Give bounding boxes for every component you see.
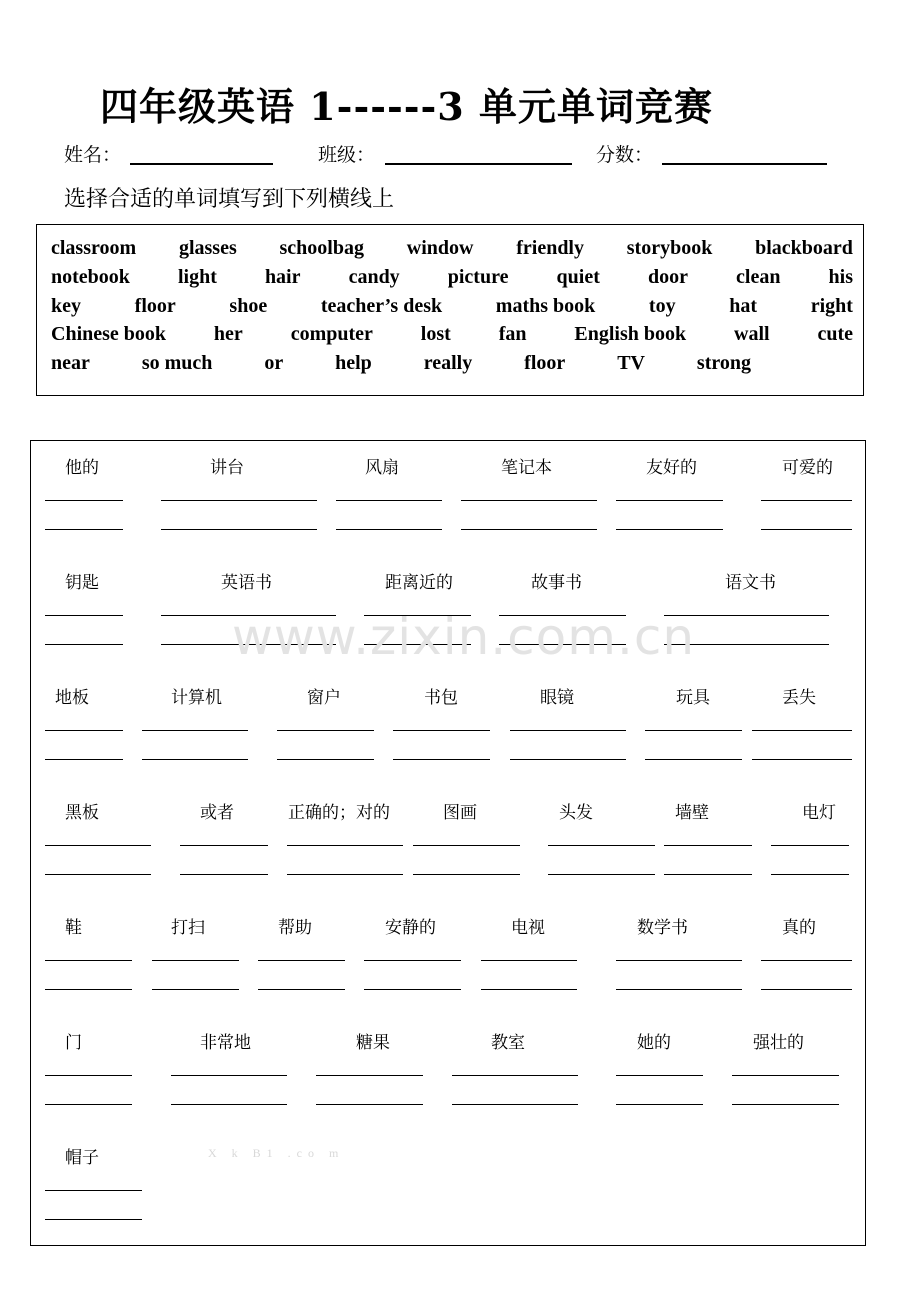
answer-blank-2[interactable]: [45, 1219, 142, 1220]
answer-blank-1[interactable]: [316, 1075, 423, 1076]
answer-blank-1[interactable]: [45, 615, 123, 616]
word-bank-word: teacher’s desk: [320, 295, 443, 317]
word-bank-word: near: [51, 352, 90, 374]
word-bank-word: shoe: [229, 295, 268, 317]
answer-blank-1[interactable]: [664, 845, 752, 846]
answer-blank-1[interactable]: [171, 1075, 287, 1076]
word-bank-word: picture: [447, 266, 509, 288]
exercise-prompt: 钥匙: [65, 573, 99, 593]
answer-blank-1[interactable]: [152, 960, 239, 961]
answer-blank-2[interactable]: [277, 759, 374, 760]
answer-blank-2[interactable]: [510, 759, 626, 760]
answer-blank-1[interactable]: [452, 1075, 578, 1076]
watermark-small: X k B1 .co m: [208, 1146, 345, 1160]
answer-blank-2[interactable]: [45, 529, 123, 530]
word-bank-word: really: [423, 352, 473, 374]
word-bank-word: storybook: [626, 237, 713, 259]
word-bank-word: notebook: [51, 266, 130, 288]
answer-blank-2[interactable]: [316, 1104, 423, 1105]
word-bank-word: light: [177, 266, 217, 288]
answer-blank-2[interactable]: [152, 989, 239, 990]
exercise-prompt: 墙壁: [675, 803, 709, 823]
answer-blank-2[interactable]: [752, 759, 852, 760]
word-bank-word: fan: [498, 323, 527, 345]
exercise-prompt: 讲台: [210, 458, 244, 478]
word-bank-word: blackboard: [755, 237, 853, 259]
word-bank-row: [51, 236, 853, 260]
word-bank-word: quiet: [556, 266, 600, 288]
answer-blank-1[interactable]: [616, 1075, 703, 1076]
exercise-prompt: 糖果: [356, 1033, 390, 1053]
answer-blank-1[interactable]: [752, 730, 852, 731]
answer-blank-2[interactable]: [616, 1104, 703, 1105]
answer-blank-2[interactable]: [761, 989, 852, 990]
word-bank-word: toy: [648, 295, 676, 317]
answer-blank-2[interactable]: [287, 874, 403, 875]
exercise-prompt: 玩具: [676, 688, 710, 708]
word-bank-word: right: [810, 295, 853, 317]
answer-blank-1[interactable]: [45, 845, 151, 846]
answer-blank-1[interactable]: [761, 960, 852, 961]
exercise-prompt: 可爱的: [782, 458, 833, 478]
exercise-prompt: 风扇: [365, 458, 399, 478]
answer-blank-2[interactable]: [645, 759, 742, 760]
exercise-prompt: 正确的；对的: [288, 803, 390, 823]
answer-blank-2[interactable]: [180, 874, 268, 875]
answer-blank-2[interactable]: [761, 529, 852, 530]
exercise-prompt: 鞋: [65, 918, 82, 938]
word-bank-word: her: [213, 323, 243, 345]
answer-blank-1[interactable]: [287, 845, 403, 846]
answer-blank-1[interactable]: [258, 960, 345, 961]
word-bank-row: [51, 322, 853, 346]
answer-blank-2[interactable]: [45, 1104, 132, 1105]
name-blank[interactable]: [130, 163, 273, 165]
exercise-prompt: 头发: [559, 803, 593, 823]
exercise-prompt: 她的: [637, 1033, 671, 1053]
word-bank-word: lost: [420, 323, 451, 345]
exercise-prompt: 强壮的: [753, 1033, 804, 1053]
exercise-prompt: 图画: [443, 803, 477, 823]
answer-blank-1[interactable]: [364, 960, 461, 961]
answer-blank-1[interactable]: [45, 960, 132, 961]
watermark: www.zixin.com.cn: [232, 608, 696, 666]
exercise-prompt: 帽子: [65, 1148, 99, 1168]
word-bank-word: floor: [524, 352, 566, 374]
word-bank-word: friendly: [516, 237, 584, 259]
word-bank-word: TV: [617, 352, 645, 374]
exercise-prompt: 距离近的: [385, 573, 453, 593]
answer-blank-1[interactable]: [481, 960, 577, 961]
exercise-prompt: 或者: [200, 803, 234, 823]
word-bank-word: maths book: [495, 295, 596, 317]
answer-blank-1[interactable]: [616, 960, 742, 961]
answer-blank-2[interactable]: [616, 989, 742, 990]
exercise-prompt: 安静的: [385, 918, 436, 938]
answer-blank-1[interactable]: [336, 500, 442, 501]
word-bank-word: wall: [734, 323, 770, 345]
answer-blank-1[interactable]: [45, 730, 123, 731]
answer-blank-2[interactable]: [732, 1104, 839, 1105]
answer-blank-1[interactable]: [732, 1075, 839, 1076]
answer-blank-2[interactable]: [45, 759, 123, 760]
answer-blank-2[interactable]: [616, 529, 723, 530]
exercise-prompt: 故事书: [531, 573, 582, 593]
exercise-prompt: 英语书: [221, 573, 272, 593]
answer-blank-1[interactable]: [161, 500, 317, 501]
word-bank-word: hat: [729, 295, 758, 317]
answer-blank-1[interactable]: [761, 500, 852, 501]
word-bank-word: glasses: [178, 237, 237, 259]
score-blank[interactable]: [662, 163, 827, 165]
instruction-text: 选择合适的单词填写到下列横线上: [64, 187, 395, 212]
exercise-prompt: 黑板: [65, 803, 99, 823]
answer-blank-2[interactable]: [258, 989, 345, 990]
page-title: 四年级英语 1------3 单元单词竞赛: [100, 84, 713, 129]
answer-blank-1[interactable]: [142, 730, 248, 731]
word-bank-word: so much: [141, 352, 213, 374]
exercise-box: [30, 440, 866, 1246]
exercise-prompt: 打扫: [171, 918, 205, 938]
answer-blank-2[interactable]: [142, 759, 248, 760]
word-bank-word: schoolbag: [279, 237, 364, 259]
exercise-prompt: 窗户: [307, 688, 341, 708]
class-label: 班级：: [318, 144, 376, 166]
word-bank-word: strong: [696, 352, 751, 374]
answer-blank-1[interactable]: [45, 1075, 132, 1076]
exercise-prompt: 丢失: [782, 688, 816, 708]
word-bank-row: [51, 351, 751, 375]
exercise-prompt: 他的: [65, 458, 99, 478]
word-bank-word: classroom: [51, 237, 137, 259]
exercise-prompt: 数学书: [637, 918, 688, 938]
answer-blank-2[interactable]: [664, 874, 752, 875]
exercise-prompt: 眼镜: [540, 688, 574, 708]
exercise-prompt: 教室: [491, 1033, 525, 1053]
exercise-prompt: 友好的: [646, 458, 697, 478]
exercise-prompt: 语文书: [725, 573, 776, 593]
answer-blank-2[interactable]: [461, 529, 597, 530]
answer-blank-2[interactable]: [45, 644, 123, 645]
word-bank-row: [51, 265, 853, 289]
exercise-prompt: 真的: [782, 918, 816, 938]
answer-blank-2[interactable]: [452, 1104, 578, 1105]
exercise-prompt: 书包: [424, 688, 458, 708]
answer-blank-1[interactable]: [413, 845, 520, 846]
answer-blank-2[interactable]: [771, 874, 849, 875]
exercise-prompt: 笔记本: [501, 458, 552, 478]
name-label: 姓名：: [64, 144, 122, 166]
word-bank-word: Chinese book: [51, 323, 167, 345]
answer-blank-2[interactable]: [161, 529, 317, 530]
answer-blank-1[interactable]: [45, 1190, 142, 1191]
word-bank-word: door: [647, 266, 688, 288]
answer-blank-1[interactable]: [510, 730, 626, 731]
exercise-prompt: 门: [65, 1033, 82, 1053]
word-bank-word: his: [828, 266, 853, 288]
word-bank-word: English book: [574, 323, 687, 345]
answer-blank-1[interactable]: [277, 730, 374, 731]
word-bank-row: [51, 294, 853, 318]
word-bank-word: computer: [290, 323, 373, 345]
exercise-prompt: 非常地: [200, 1033, 251, 1053]
word-bank-word: candy: [348, 266, 400, 288]
word-bank-word: or: [264, 352, 284, 374]
answer-blank-2[interactable]: [45, 874, 151, 875]
answer-blank-1[interactable]: [616, 500, 723, 501]
answer-blank-2[interactable]: [336, 529, 442, 530]
answer-blank-2[interactable]: [548, 874, 655, 875]
answer-blank-1[interactable]: [45, 500, 123, 501]
exercise-prompt: 电视: [511, 918, 545, 938]
word-bank-word: hair: [264, 266, 301, 288]
answer-blank-1[interactable]: [548, 845, 655, 846]
answer-blank-2[interactable]: [481, 989, 577, 990]
answer-blank-2[interactable]: [171, 1104, 287, 1105]
answer-blank-2[interactable]: [393, 759, 490, 760]
exercise-prompt: 计算机: [171, 688, 222, 708]
answer-blank-1[interactable]: [461, 500, 597, 501]
answer-blank-2[interactable]: [413, 874, 520, 875]
word-bank-word: clean: [736, 266, 781, 288]
answer-blank-1[interactable]: [393, 730, 490, 731]
score-label: 分数：: [596, 144, 654, 166]
answer-blank-1[interactable]: [771, 845, 849, 846]
class-blank[interactable]: [385, 163, 572, 165]
word-bank-box: [36, 224, 864, 396]
answer-blank-2[interactable]: [45, 989, 132, 990]
answer-blank-1[interactable]: [180, 845, 268, 846]
exercise-prompt: 电灯: [802, 803, 836, 823]
answer-blank-1[interactable]: [645, 730, 742, 731]
word-bank-word: help: [335, 352, 372, 374]
word-bank-word: cute: [817, 323, 853, 345]
answer-blank-2[interactable]: [364, 989, 461, 990]
word-bank-word: key: [51, 295, 81, 317]
exercise-prompt: 帮助: [278, 918, 312, 938]
word-bank-word: floor: [134, 295, 176, 317]
word-bank-word: window: [406, 237, 474, 259]
exercise-prompt: 地板: [55, 688, 89, 708]
